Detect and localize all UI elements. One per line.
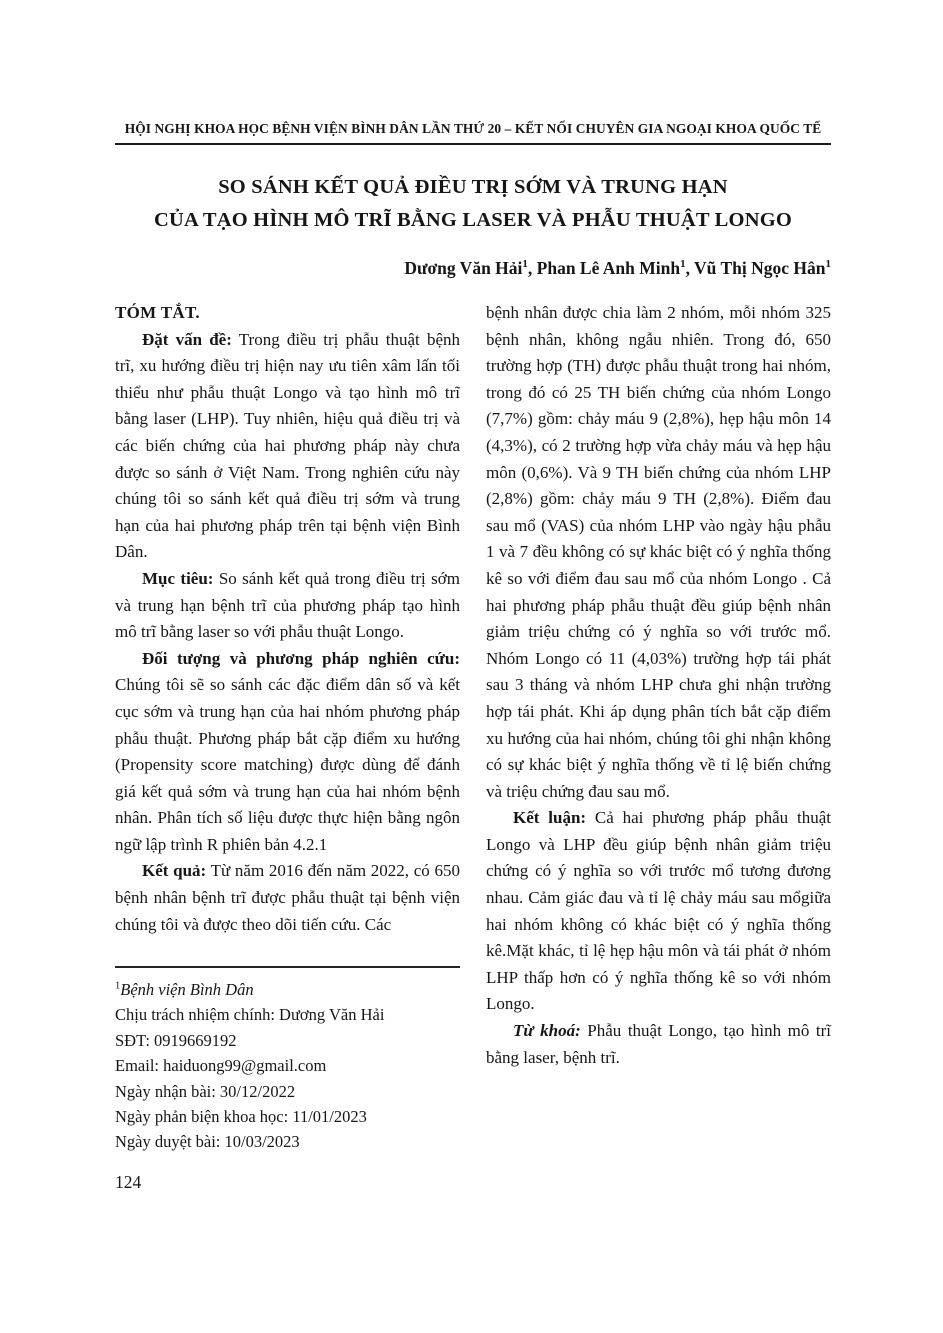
- footnote-email: Email: haiduong99@gmail.com: [115, 1056, 327, 1076]
- author-3-name: Vũ Thị Ngọc Hân: [694, 258, 826, 278]
- abstract-results-paragraph: [115, 858, 460, 938]
- author-2-affiliation-marker: 1: [680, 258, 686, 271]
- author-2: [537, 258, 694, 278]
- paragraph-lead-background: Đặt vấn đề:: [142, 329, 232, 349]
- footnote-block: [115, 966, 460, 1155]
- author-separator: ,: [527, 258, 537, 278]
- affiliation-marker: 1: [115, 980, 121, 992]
- author-separator: ,: [685, 258, 695, 278]
- paragraph-lead-keywords: Từ khoá:: [513, 1021, 581, 1041]
- footnote-review-date: Ngày phản biện khoa học: 11/01/2023: [115, 1107, 367, 1127]
- abstract-background-paragraph: [115, 327, 460, 566]
- running-header-text: HỘI NGHỊ KHOA HỌC BỆNH VIỆN BÌNH DÂN LẦN THỨ 20 – KẾT NỐI CHUYÊN GIA NGOẠI KHOA QUỐC TẾ: [124, 121, 822, 136]
- running-header: [115, 121, 831, 145]
- keywords-paragraph: [486, 1018, 831, 1071]
- two-column-body: [115, 300, 831, 1154]
- paragraph-lead-methods: Đối tượng và phương pháp nghiên cứu:: [142, 648, 460, 668]
- affiliation-name: Bệnh viện Bình Dân: [120, 980, 254, 999]
- results-continuation-paragraph: bệnh nhân được chia làm 2 nhóm, mỗi nhóm 325 bệnh nhân, không ngẫu nhiên. Trong đó, 650 trường hợp (TH) được phẫu thuật trong hai nhóm, trong đó có 25 TH biến chứng của nhóm Longo (7,7%) gồm: chảy máu 9 (2,8%), hẹp hậu môn 14 (4,3%), có 2 trường hợp vừa chảy máu và hẹp hậu môn (0,6%). Và 9 TH biến chứng của nhóm LHP (2,8%) gồm: chảy máu 9 TH (2,8%). Điểm đau sau mổ (VAS) của nhóm LHP vào ngày hậu phẫu 1 và 7 đều không có sự khác biệt có ý nghĩa thống kê so với điểm đau sau mổ của nhóm Longo . Cả hai phương pháp phẫu thuật đều giúp bệnh nhân giảm triệu chứng có ý nghĩa so với trước mổ. Nhóm Longo có 11 (4,03%) trường hợp tái phát sau 3 tháng và nhóm LHP chưa ghi nhận trường hợp tái phát. Khi áp dụng phân tích bắt cặp điểm xu hướng của hai nhóm, chúng tôi ghi nhận không có sự khác biệt ý nghĩa thống về tỉ lệ biến chứng và triệu chứng đau sau mổ.: [486, 303, 831, 801]
- title-line-1: SO SÁNH KẾT QUẢ ĐIỀU TRỊ SỚM VÀ TRUNG HẠN: [218, 176, 728, 198]
- paragraph-text-methods: Chúng tôi sẽ so sánh các đặc điểm dân số và kết cục sớm và trung hạn của hai nhóm phương pháp phẫu thuật. Phương pháp bắt cặp điểm xu hướng (Propensity score matching) được dùng để đánh giá kết quả sớm và trung hạn của hai nhóm bệnh nhân. Phân tích số liệu được thực hiện bằng ngôn ngữ lập trình R phiên bản 4.2.1: [115, 675, 460, 854]
- paragraph-lead-results: Kết quả:: [142, 861, 207, 881]
- paragraph-lead-objective: Mục tiêu:: [142, 568, 214, 588]
- author-1: [404, 258, 536, 278]
- right-column: [486, 300, 831, 1071]
- footnote-received-date: Ngày nhận bài: 30/12/2022: [115, 1081, 296, 1101]
- footnote-affiliation: [115, 977, 460, 1002]
- author-2-name: Phan Lê Anh Minh: [536, 258, 681, 278]
- left-column: [115, 300, 460, 1154]
- paragraph-text-keywords: Phẫu thuật Longo, tạo hình mô trĩ bằng laser, bệnh trĩ.: [486, 1021, 831, 1067]
- authors-line: [115, 258, 831, 279]
- paragraph-text-results: Từ năm 2016 đến năm 2022, có 650 bệnh nhân bệnh trĩ được phẫu thuật tại bệnh viện chúng tôi và được theo dõi tiến cứu. Các: [115, 861, 460, 934]
- author-1-name: Dương Văn Hải: [404, 258, 523, 278]
- footnote-accepted-date: Ngày duyệt bài: 10/03/2023: [115, 1132, 300, 1152]
- paragraph-text-objective: So sánh kết quả trong điều trị sớm và trung hạn bệnh trĩ của phương pháp tạo hình mô trĩ bằng laser so với phẫu thuật Longo.: [115, 568, 460, 642]
- abstract-methods-paragraph: [115, 646, 460, 859]
- paper-title: [115, 171, 831, 237]
- footnote-phone: SĐT: 0919669192: [115, 1030, 237, 1050]
- author-3-affiliation-marker: 1: [825, 258, 831, 271]
- paragraph-text-background: Trong điều trị phẫu thuật bệnh trĩ, xu hướng điều trị hiện nay ưu tiên xâm lấn tối thiểu như phẫu thuật Longo và tạo hình mô trĩ bằng laser (LHP). Tuy nhiên, hiệu quả điều trị và các biến chứng của hai phương pháp này chưa được so sánh ở Việt Nam. Trong nghiên cứu này chúng tôi so sánh kết quả điều trị sớm và trung hạn của hai phương pháp trên tại bệnh viện Bình Dân.: [115, 329, 460, 562]
- paragraph-lead-conclusion: Kết luận:: [513, 808, 587, 828]
- footnote-corresponding-author: Chịu trách nhiệm chính: Dương Văn Hải: [115, 1005, 385, 1025]
- conclusion-paragraph: [486, 805, 831, 1018]
- page-number: 124: [115, 1172, 142, 1192]
- author-1-affiliation-marker: 1: [522, 258, 528, 271]
- paragraph-text-conclusion: Cả hai phương pháp phẫu thuật Longo và LHP đều giúp bệnh nhân giảm triệu chứng có ý nghĩa so với trước mổ tương đương nhau. Cảm giác đau và tỉ lệ chảy máu sau mổgiữa hai nhóm không có khác biệt có ý nghĩa thống kê.Mặt khác, tỉ lệ hẹp hậu môn và tái phát ở nhóm LHP thấp hơn có ý nghĩa thống kê so với nhóm Longo.: [486, 808, 831, 1014]
- page-content: [115, 121, 831, 1154]
- abstract-heading: TÓM TẮT.: [115, 303, 200, 322]
- title-line-2: CỦA TẠO HÌNH MÔ TRĨ BẰNG LASER VÀ PHẪU THUẬT LONGO: [153, 209, 792, 231]
- abstract-objective-paragraph: [115, 566, 460, 646]
- author-3: [694, 258, 831, 278]
